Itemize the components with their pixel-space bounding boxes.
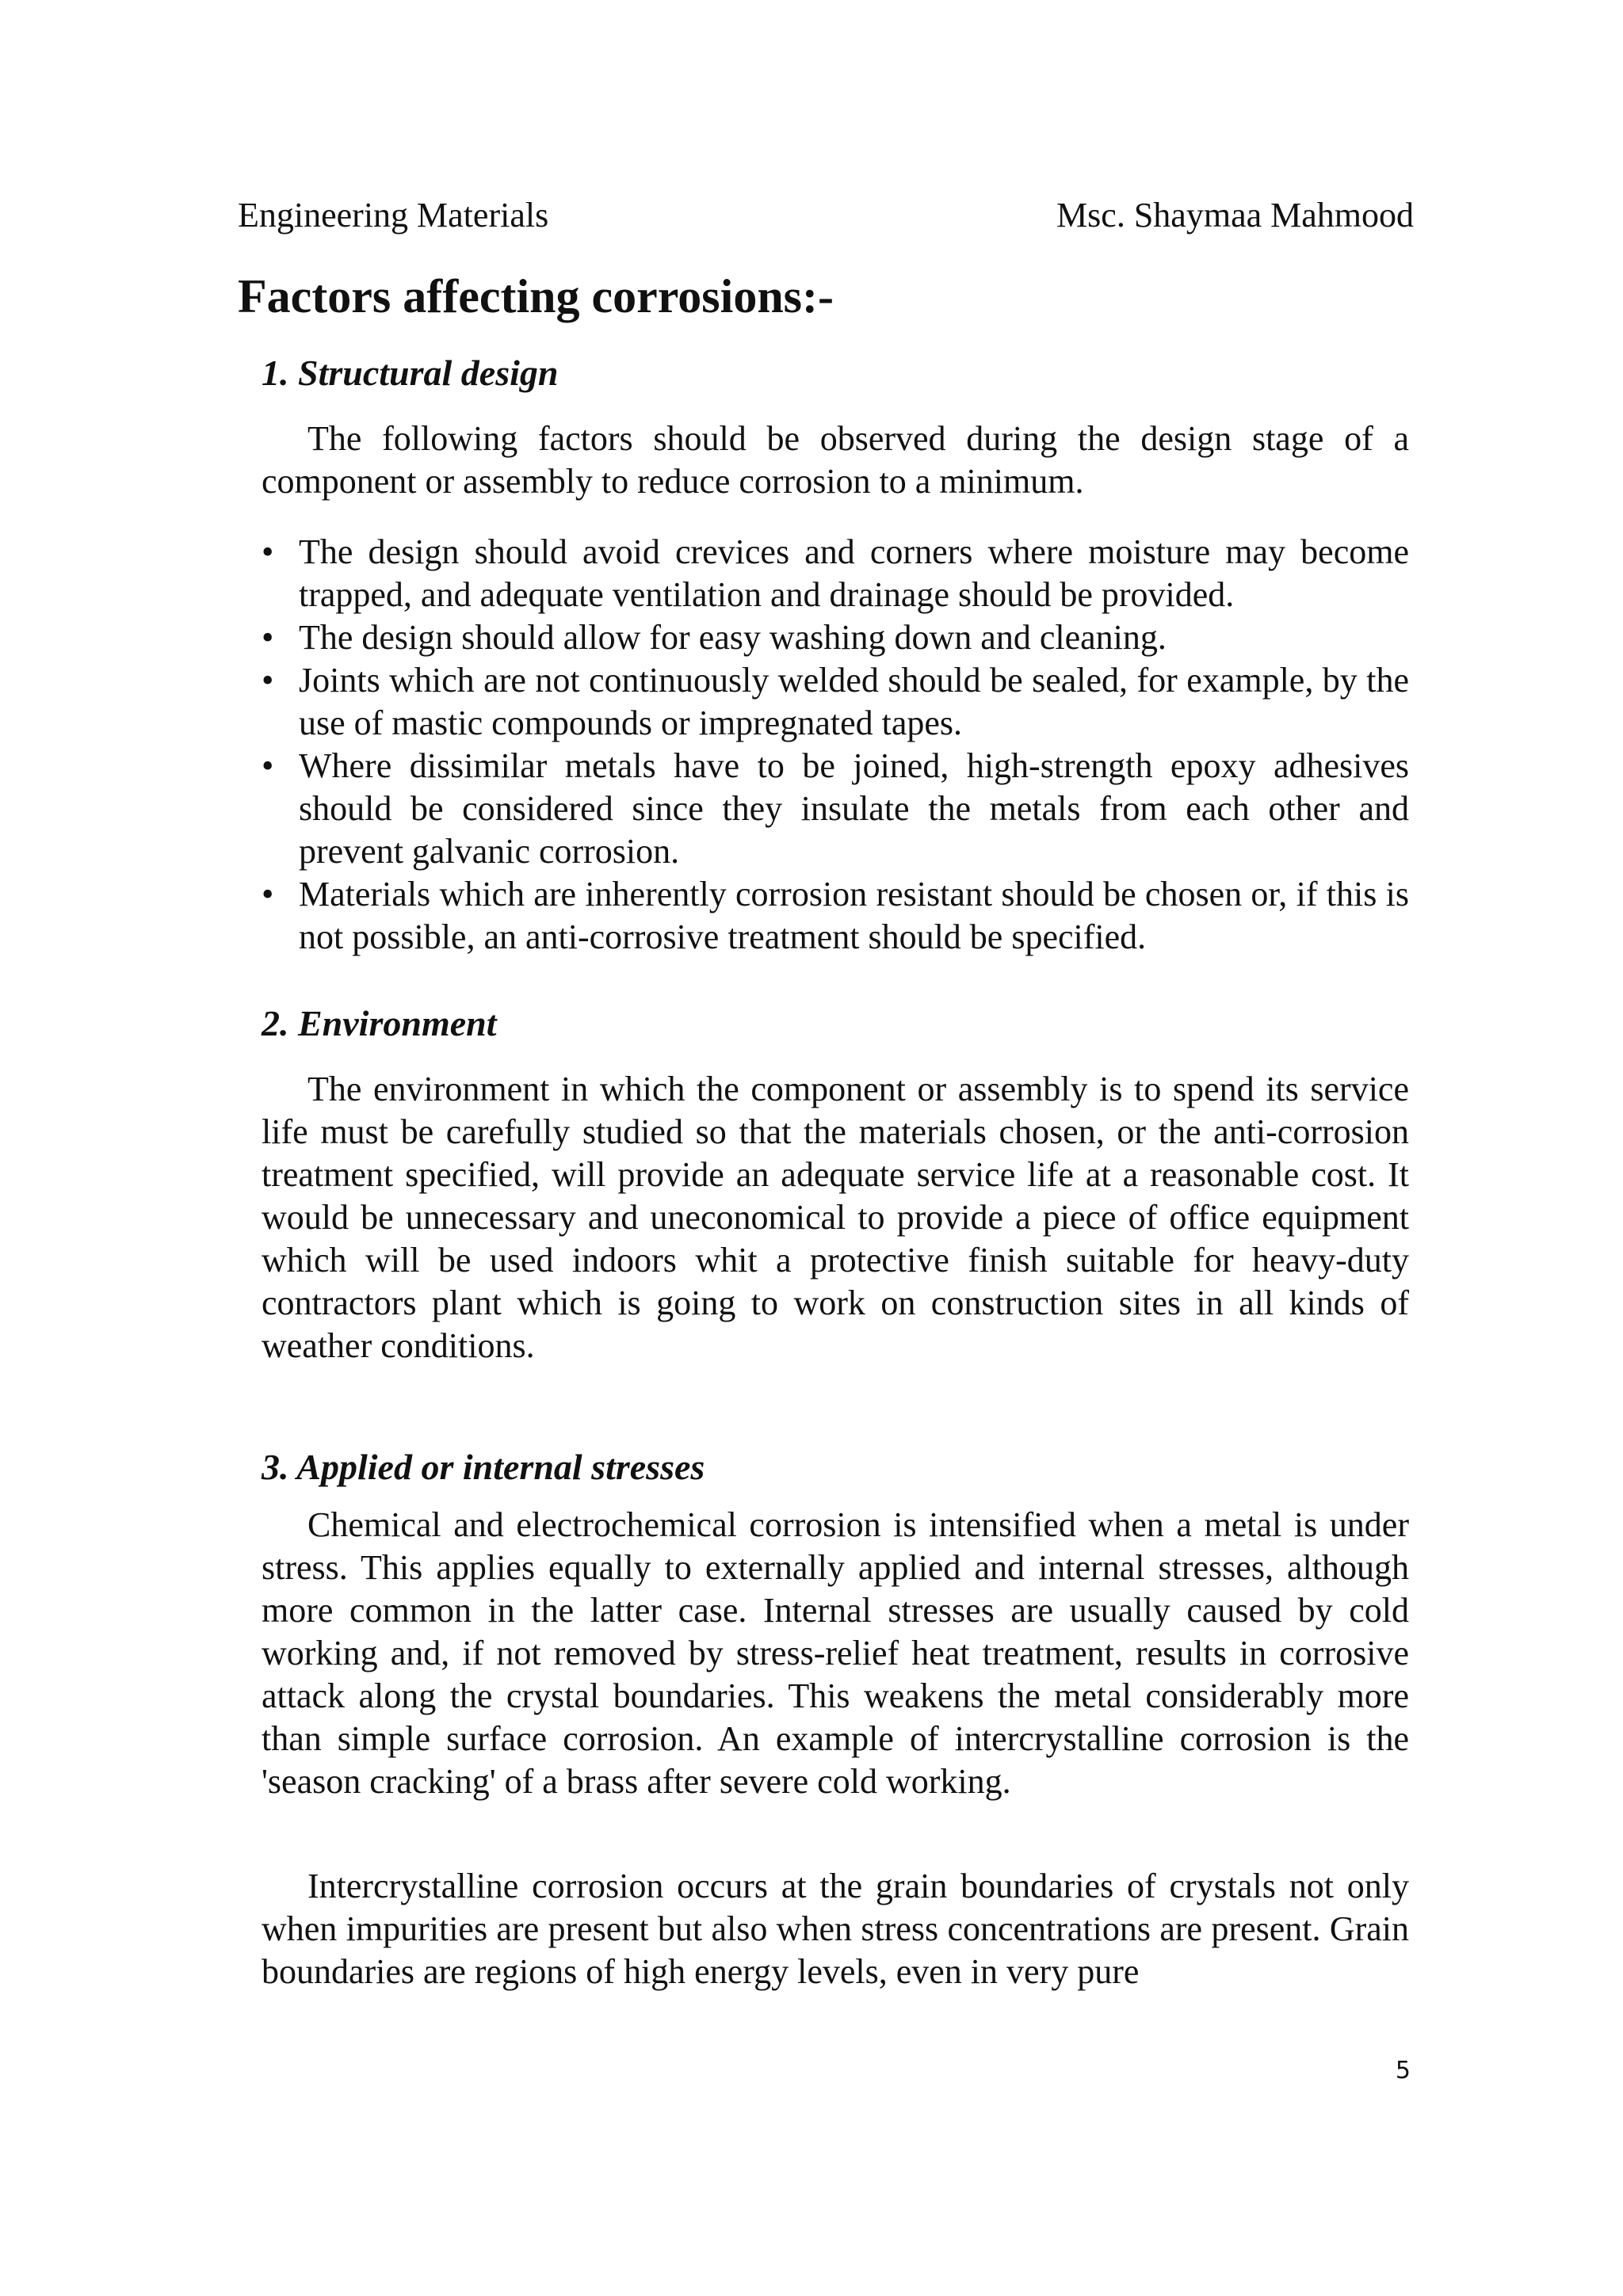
section-heading-structural-design: 1. Structural design	[262, 353, 559, 393]
bullet-text: The design should allow for easy washing down and cleaning.	[299, 618, 1167, 657]
page-number: 5	[1395, 2057, 1411, 2084]
bullet-item	[262, 659, 1409, 745]
bullet-item	[262, 531, 1409, 616]
page-title: Factors affecting corrosions:-	[238, 270, 834, 322]
stresses-paragraph-2: Intercrystalline corrosion occurs at the grain boundaries of crystals not only when impurities are present but also when stress concentrations are present. Grain boundaries are regions of high energy levels, even in very pure	[262, 1867, 1409, 1991]
header-course-title: Engineering Materials	[238, 196, 549, 235]
bullet-text: Materials which are inherently corrosion resistant should be chosen or, if this is not possible, an anti-corrosive treatment should be specified.	[299, 875, 1409, 956]
environment-paragraph: The environment in which the component or assembly is to spend its service life must be carefully studied so that the materials chosen, or the anti-corrosion treatment specified, will provide an adequate service life at a reasonable cost. It would be unnecessary and uneconomical to provide a piece of office equipment which will be used indoors whit a protective finish suitable for heavy-duty contractors plant which is going to work on construction sites in all kinds of weather conditions.	[262, 1070, 1409, 1365]
bullet-icon: •	[262, 532, 274, 571]
bullet-icon: •	[262, 875, 274, 913]
stresses-paragraph-1: Chemical and electrochemical corrosion is intensified when a metal is under stress. This applies equally to externally applied and internal stresses, although more common in the latter case. Internal stresses are usually caused by cold working and, if not removed by stress-relief heat treatment, results in corrosive attack along the crystal boundaries. This weakens the metal considerably more than simple surface corrosion. An example of intercrystalline corrosion is the 'season cracking' of a brass after severe cold working.	[262, 1505, 1409, 1801]
structural-design-intro: The following factors should be observed during the design stage of a component or assembly to reduce corrosion to a minimum.	[262, 419, 1409, 501]
structural-design-bullet-list	[262, 531, 1409, 959]
section-heading-applied-internal-stresses: 3. Applied or internal stresses	[262, 1447, 705, 1487]
section-heading-environment: 2. Environment	[262, 1003, 497, 1043]
header-author: Msc. Shaymaa Mahmood	[1056, 196, 1414, 235]
bullet-item	[262, 745, 1409, 873]
bullet-icon: •	[262, 661, 274, 700]
bullet-item	[262, 616, 1409, 659]
bullet-text: Where dissimilar metals have to be joined, high-strength epoxy adhesives should be considered since they insulate the metals from each other and prevent galvanic corrosion.	[299, 746, 1409, 871]
bullet-text: Joints which are not continuously welded should be sealed, for example, by the use of mastic compounds or impregnated tapes.	[299, 661, 1409, 742]
bullet-text: The design should avoid crevices and corners where moisture may become trapped, and adequate ventilation and drainage should be provided.	[299, 532, 1409, 614]
bullet-icon: •	[262, 746, 274, 785]
bullet-icon: •	[262, 618, 274, 657]
bullet-item	[262, 873, 1409, 959]
